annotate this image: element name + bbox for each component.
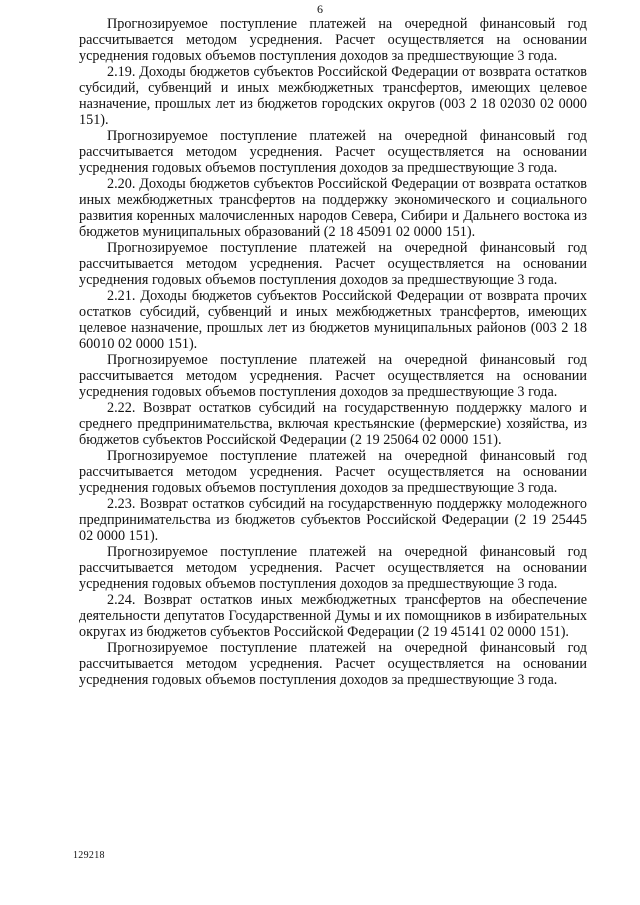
paragraph-item-2-20: 2.20. Доходы бюджетов субъектов Российской Федерации от возврата остатков иных межбюджетных трансфертов на поддержку экономического и социального развития коренных малочисленных народов Севера, Сибири и Дальнего востока из бюджетов муниципальных образований (2 18 45091 02 0000 151). [79, 176, 587, 240]
document-code: 129218 [73, 850, 105, 861]
paragraph-item-2-24: 2.24. Возврат остатков иных межбюджетных трансфертов на обеспечение деятельности депутатов Государственной Думы и их помощников в избирательных округах из бюджетов субъектов Российской Федерации (2 19 45141 02 0000 151). [79, 592, 587, 640]
paragraph-forecast: Прогнозируемое поступление платежей на очередной финансовый год рассчитывается методом усреднения. Расчет осуществляется на основании усреднения годовых объемов поступления доходов за предшествующие 3 года. [79, 240, 587, 288]
paragraph-item-2-22: 2.22. Возврат остатков субсидий на государственную поддержку малого и среднего предпринимательства, включая крестьянские (фермерские) хозяйства, из бюджетов субъектов Российской Федерации (2 19 25064 02 0000 151). [79, 400, 587, 448]
paragraph-forecast: Прогнозируемое поступление платежей на очередной финансовый год рассчитывается методом усреднения. Расчет осуществляется на основании усреднения годовых объемов поступления доходов за предшествующие 3 года. [79, 352, 587, 400]
paragraph-item-2-23: 2.23. Возврат остатков субсидий на государственную поддержку молодежного предпринимательства из бюджетов субъектов Российской Федерации (2 19 25445 02 0000 151). [79, 496, 587, 544]
paragraph-item-2-19: 2.19. Доходы бюджетов субъектов Российской Федерации от возврата остатков субсидий, субвенций и иных межбюджетных трансфертов, имеющих целевое назначение, прошлых лет из бюджетов городских округов (003 2 18 02030 02 0000 151). [79, 64, 587, 128]
paragraph-item-2-21: 2.21. Доходы бюджетов субъектов Российской Федерации от возврата прочих остатков субсидий, субвенций и иных межбюджетных трансфертов, имеющих целевое назначение, прошлых лет из бюджетов муниципальных районов (003 2 18 60010 02 0000 151). [79, 288, 587, 352]
paragraph-forecast: Прогнозируемое поступление платежей на очередной финансовый год рассчитывается методом усреднения. Расчет осуществляется на основании усреднения годовых объемов поступления доходов за предшествующие 3 года. [79, 544, 587, 592]
document-body [79, 16, 587, 688]
paragraph-forecast: Прогнозируемое поступление платежей на очередной финансовый год рассчитывается методом усреднения. Расчет осуществляется на основании усреднения годовых объемов поступления доходов за предшествующие 3 года. [79, 128, 587, 176]
paragraph-forecast-intro: Прогнозируемое поступление платежей на очередной финансовый год рассчитывается методом усреднения. Расчет осуществляется на основании усреднения годовых объемов поступления доходов за предшествующие 3 года. [79, 16, 587, 64]
paragraph-forecast-final: Прогнозируемое поступление платежей на очередной финансовый год рассчитывается методом усреднения. Расчет осуществляется на основании усреднения годовых объемов поступления доходов за предшествующие 3 года. [79, 640, 587, 688]
page-number: 6 [317, 2, 323, 16]
paragraph-forecast: Прогнозируемое поступление платежей на очередной финансовый год рассчитывается методом усреднения. Расчет осуществляется на основании усреднения годовых объемов поступления доходов за предшествующие 3 года. [79, 448, 587, 496]
